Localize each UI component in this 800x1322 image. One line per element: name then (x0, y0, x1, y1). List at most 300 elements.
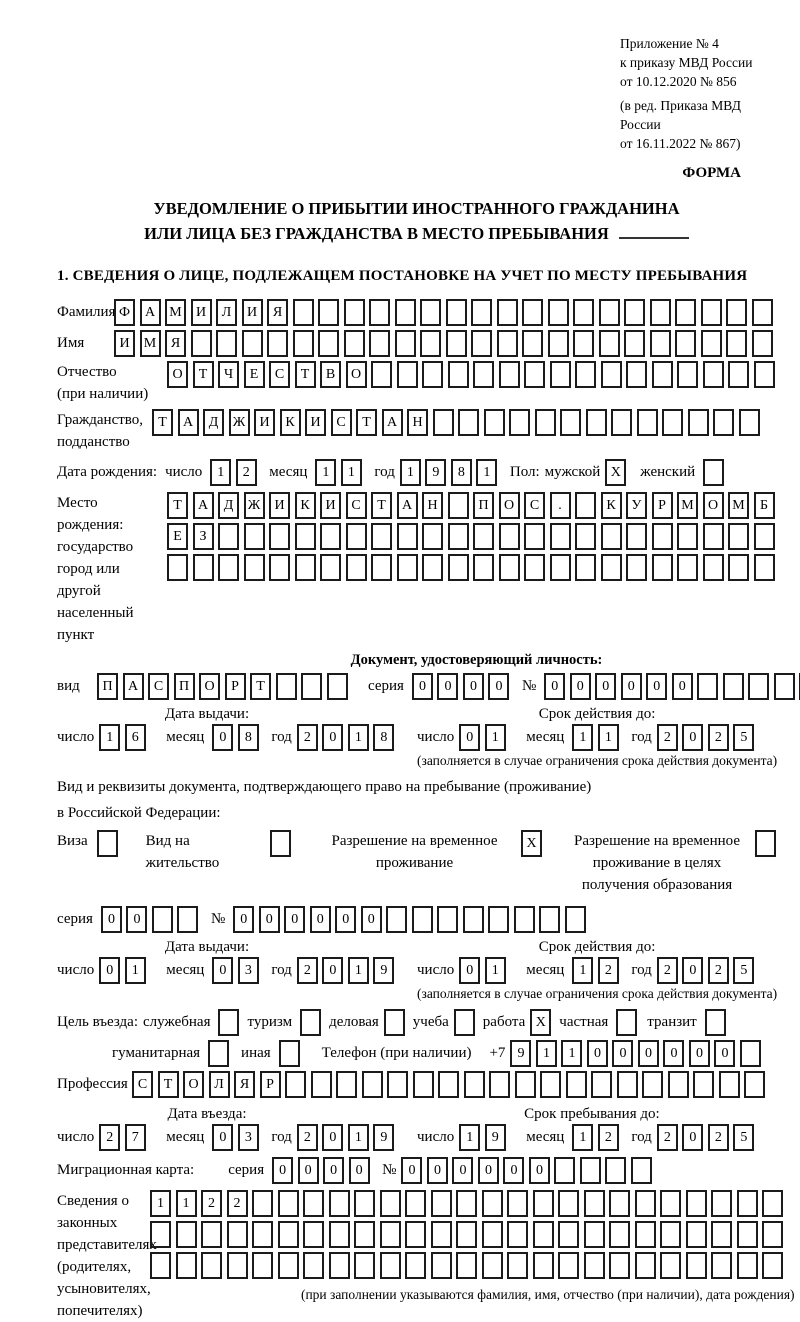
form-cell[interactable] (473, 554, 494, 581)
form-cell[interactable] (723, 673, 744, 700)
form-cell[interactable] (278, 1252, 299, 1279)
form-cell[interactable]: 1 (561, 1040, 582, 1067)
form-cell[interactable]: Ч (218, 361, 239, 388)
form-cell[interactable] (344, 330, 365, 357)
form-cell[interactable]: О (346, 361, 367, 388)
form-cell[interactable]: 0 (544, 673, 565, 700)
form-cell[interactable] (448, 523, 469, 550)
form-cell[interactable]: 3 (238, 957, 259, 984)
form-cell[interactable] (554, 1157, 575, 1184)
form-cell[interactable]: 1 (485, 957, 506, 984)
form-cell[interactable]: О (199, 673, 220, 700)
form-cell[interactable] (754, 554, 775, 581)
form-cell[interactable] (762, 1190, 783, 1217)
form-cell[interactable]: 9 (373, 957, 394, 984)
form-cell[interactable]: Ж (229, 409, 250, 436)
form-cell[interactable] (774, 673, 795, 700)
form-cell[interactable] (697, 673, 718, 700)
form-cell[interactable]: П (97, 673, 118, 700)
form-cell[interactable]: 0 (212, 1124, 233, 1151)
form-cell[interactable] (535, 409, 556, 436)
form-cell[interactable]: 0 (437, 673, 458, 700)
form-cell[interactable]: 2 (708, 724, 729, 751)
form-cell[interactable] (405, 1221, 426, 1248)
rvp-checkbox[interactable]: X (521, 830, 542, 857)
form-cell[interactable]: 9 (510, 1040, 531, 1067)
form-cell[interactable] (748, 673, 769, 700)
form-cell[interactable]: 5 (733, 957, 754, 984)
form-cell[interactable] (752, 299, 773, 326)
form-cell[interactable] (380, 1221, 401, 1248)
form-cell[interactable] (507, 1190, 528, 1217)
form-cell[interactable]: 9 (425, 459, 446, 486)
form-cell[interactable] (575, 554, 596, 581)
form-cell[interactable] (456, 1221, 477, 1248)
form-cell[interactable]: 1 (536, 1040, 557, 1067)
form-cell[interactable]: Т (193, 361, 214, 388)
form-cell[interactable] (688, 409, 709, 436)
form-cell[interactable] (412, 906, 433, 933)
form-cell[interactable] (285, 1071, 306, 1098)
form-cell[interactable]: М (677, 492, 698, 519)
form-cell[interactable]: Р (652, 492, 673, 519)
form-cell[interactable] (609, 1221, 630, 1248)
form-cell[interactable] (762, 1221, 783, 1248)
form-cell[interactable] (573, 299, 594, 326)
form-cell[interactable]: 0 (298, 1157, 319, 1184)
form-cell[interactable]: 2 (236, 459, 257, 486)
form-cell[interactable] (533, 1190, 554, 1217)
form-cell[interactable]: 9 (373, 1124, 394, 1151)
form-cell[interactable] (327, 673, 348, 700)
form-cell[interactable] (227, 1221, 248, 1248)
form-cell[interactable]: С (524, 492, 545, 519)
form-cell[interactable] (227, 1252, 248, 1279)
form-cell[interactable] (601, 523, 622, 550)
form-cell[interactable]: П (174, 673, 195, 700)
form-cell[interactable] (413, 1071, 434, 1098)
form-cell[interactable]: А (178, 409, 199, 436)
form-cell[interactable]: 8 (451, 459, 472, 486)
form-cell[interactable] (150, 1221, 171, 1248)
form-cell[interactable]: 0 (682, 957, 703, 984)
form-cell[interactable]: 0 (612, 1040, 633, 1067)
form-cell[interactable] (609, 1190, 630, 1217)
form-cell[interactable] (329, 1252, 350, 1279)
purpose-humanitarian-checkbox[interactable] (208, 1040, 229, 1067)
form-cell[interactable] (371, 361, 392, 388)
form-cell[interactable] (611, 409, 632, 436)
form-cell[interactable]: 0 (638, 1040, 659, 1067)
form-cell[interactable] (711, 1190, 732, 1217)
form-cell[interactable] (624, 299, 645, 326)
form-cell[interactable] (591, 1071, 612, 1098)
form-cell[interactable] (482, 1252, 503, 1279)
form-cell[interactable] (586, 409, 607, 436)
form-cell[interactable] (252, 1190, 273, 1217)
form-cell[interactable]: Т (250, 673, 271, 700)
form-cell[interactable]: С (148, 673, 169, 700)
form-cell[interactable] (303, 1252, 324, 1279)
form-cell[interactable]: 1 (476, 459, 497, 486)
form-cell[interactable] (652, 361, 673, 388)
form-cell[interactable]: 2 (297, 724, 318, 751)
sex-male-checkbox[interactable]: X (605, 459, 626, 486)
form-cell[interactable] (422, 361, 443, 388)
form-cell[interactable] (397, 554, 418, 581)
form-cell[interactable] (514, 906, 535, 933)
form-cell[interactable]: Л (216, 299, 237, 326)
form-cell[interactable]: 2 (227, 1190, 248, 1217)
form-cell[interactable] (650, 330, 671, 357)
form-cell[interactable] (397, 523, 418, 550)
form-cell[interactable] (422, 523, 443, 550)
form-cell[interactable]: Е (244, 361, 265, 388)
form-cell[interactable] (524, 361, 545, 388)
form-cell[interactable]: 2 (657, 724, 678, 751)
form-cell[interactable]: А (397, 492, 418, 519)
purpose-business-checkbox[interactable] (384, 1009, 405, 1036)
form-cell[interactable] (395, 330, 416, 357)
form-cell[interactable] (675, 330, 696, 357)
form-cell[interactable] (446, 330, 467, 357)
form-cell[interactable]: 2 (708, 1124, 729, 1151)
form-cell[interactable] (371, 554, 392, 581)
form-cell[interactable]: . (550, 492, 571, 519)
form-cell[interactable]: 0 (322, 1124, 343, 1151)
form-cell[interactable] (524, 523, 545, 550)
form-cell[interactable]: 0 (427, 1157, 448, 1184)
form-cell[interactable]: 0 (621, 673, 642, 700)
form-cell[interactable] (464, 1071, 485, 1098)
form-cell[interactable] (437, 906, 458, 933)
form-cell[interactable]: Ж (244, 492, 265, 519)
form-cell[interactable]: 0 (361, 906, 382, 933)
form-cell[interactable] (737, 1221, 758, 1248)
form-cell[interactable]: 5 (733, 724, 754, 751)
form-cell[interactable] (599, 299, 620, 326)
form-cell[interactable] (507, 1252, 528, 1279)
form-cell[interactable]: 2 (99, 1124, 120, 1151)
form-cell[interactable]: 1 (150, 1190, 171, 1217)
form-cell[interactable]: 1 (572, 957, 593, 984)
form-cell[interactable] (762, 1252, 783, 1279)
form-cell[interactable]: 0 (310, 906, 331, 933)
form-cell[interactable] (713, 409, 734, 436)
form-cell[interactable]: 0 (682, 1124, 703, 1151)
form-cell[interactable] (191, 330, 212, 357)
form-cell[interactable] (703, 523, 724, 550)
form-cell[interactable]: 3 (238, 1124, 259, 1151)
form-cell[interactable] (560, 409, 581, 436)
form-cell[interactable] (652, 523, 673, 550)
form-cell[interactable]: 1 (598, 724, 619, 751)
form-cell[interactable]: 1 (459, 1124, 480, 1151)
form-cell[interactable] (660, 1252, 681, 1279)
form-cell[interactable] (548, 330, 569, 357)
form-cell[interactable] (354, 1252, 375, 1279)
form-cell[interactable]: 1 (348, 1124, 369, 1151)
form-cell[interactable] (346, 554, 367, 581)
form-cell[interactable] (507, 1221, 528, 1248)
form-cell[interactable]: 0 (682, 724, 703, 751)
form-cell[interactable]: 2 (598, 957, 619, 984)
form-cell[interactable] (744, 1071, 765, 1098)
form-cell[interactable]: Р (260, 1071, 281, 1098)
form-cell[interactable] (354, 1190, 375, 1217)
form-cell[interactable] (489, 1071, 510, 1098)
form-cell[interactable]: 0 (233, 906, 254, 933)
sex-female-checkbox[interactable] (703, 459, 724, 486)
form-cell[interactable] (752, 330, 773, 357)
form-cell[interactable] (617, 1071, 638, 1098)
form-cell[interactable]: О (499, 492, 520, 519)
form-cell[interactable] (303, 1221, 324, 1248)
form-cell[interactable]: 2 (657, 957, 678, 984)
form-cell[interactable]: Я (165, 330, 186, 357)
form-cell[interactable] (533, 1252, 554, 1279)
form-cell[interactable]: М (140, 330, 161, 357)
form-cell[interactable] (242, 330, 263, 357)
form-cell[interactable]: 0 (323, 1157, 344, 1184)
form-cell[interactable]: 0 (663, 1040, 684, 1067)
form-cell[interactable] (471, 299, 492, 326)
form-cell[interactable] (686, 1190, 707, 1217)
form-cell[interactable] (522, 299, 543, 326)
form-cell[interactable] (448, 361, 469, 388)
form-cell[interactable] (566, 1071, 587, 1098)
form-cell[interactable] (584, 1252, 605, 1279)
form-cell[interactable]: К (601, 492, 622, 519)
form-cell[interactable]: 1 (341, 459, 362, 486)
form-cell[interactable] (471, 330, 492, 357)
form-cell[interactable] (662, 409, 683, 436)
form-cell[interactable] (176, 1221, 197, 1248)
form-cell[interactable]: 0 (672, 673, 693, 700)
form-cell[interactable] (244, 523, 265, 550)
form-cell[interactable] (624, 330, 645, 357)
form-cell[interactable] (524, 554, 545, 581)
form-cell[interactable] (575, 523, 596, 550)
form-cell[interactable] (152, 906, 173, 933)
form-cell[interactable]: 0 (478, 1157, 499, 1184)
form-cell[interactable]: 0 (349, 1157, 370, 1184)
form-cell[interactable] (320, 523, 341, 550)
form-cell[interactable] (420, 299, 441, 326)
form-cell[interactable] (371, 523, 392, 550)
form-cell[interactable]: Т (295, 361, 316, 388)
form-cell[interactable] (580, 1157, 601, 1184)
form-cell[interactable]: 0 (452, 1157, 473, 1184)
form-cell[interactable] (703, 361, 724, 388)
form-cell[interactable] (276, 673, 297, 700)
form-cell[interactable] (711, 1252, 732, 1279)
form-cell[interactable] (362, 1071, 383, 1098)
form-cell[interactable] (677, 361, 698, 388)
form-cell[interactable]: М (728, 492, 749, 519)
form-cell[interactable] (463, 906, 484, 933)
form-cell[interactable]: 1 (176, 1190, 197, 1217)
form-cell[interactable]: 0 (689, 1040, 710, 1067)
form-cell[interactable] (635, 1190, 656, 1217)
form-cell[interactable] (539, 906, 560, 933)
form-cell[interactable]: 6 (125, 724, 146, 751)
form-cell[interactable]: О (167, 361, 188, 388)
form-cell[interactable] (329, 1190, 350, 1217)
form-cell[interactable]: 1 (572, 724, 593, 751)
form-cell[interactable]: К (295, 492, 316, 519)
form-cell[interactable] (635, 1252, 656, 1279)
form-cell[interactable]: 0 (646, 673, 667, 700)
form-cell[interactable]: 5 (733, 1124, 754, 1151)
form-cell[interactable]: 0 (488, 673, 509, 700)
form-cell[interactable]: 0 (401, 1157, 422, 1184)
form-cell[interactable] (605, 1157, 626, 1184)
form-cell[interactable]: 1 (315, 459, 336, 486)
form-cell[interactable]: 0 (412, 673, 433, 700)
form-cell[interactable]: 2 (657, 1124, 678, 1151)
form-cell[interactable] (336, 1071, 357, 1098)
form-cell[interactable] (303, 1190, 324, 1217)
form-cell[interactable]: 1 (99, 724, 120, 751)
form-cell[interactable] (380, 1252, 401, 1279)
form-cell[interactable] (737, 1190, 758, 1217)
form-cell[interactable]: К (280, 409, 301, 436)
form-cell[interactable] (216, 330, 237, 357)
form-cell[interactable]: Н (407, 409, 428, 436)
form-cell[interactable] (558, 1252, 579, 1279)
form-cell[interactable]: Т (167, 492, 188, 519)
form-cell[interactable]: 0 (335, 906, 356, 933)
form-cell[interactable]: 0 (587, 1040, 608, 1067)
form-cell[interactable]: 7 (125, 1124, 146, 1151)
form-cell[interactable]: 2 (201, 1190, 222, 1217)
form-cell[interactable]: 9 (485, 1124, 506, 1151)
form-cell[interactable]: И (114, 330, 135, 357)
form-cell[interactable] (584, 1221, 605, 1248)
rvp-education-checkbox[interactable] (755, 830, 776, 857)
form-cell[interactable] (456, 1252, 477, 1279)
form-cell[interactable]: З (193, 523, 214, 550)
form-cell[interactable]: С (269, 361, 290, 388)
form-cell[interactable] (550, 361, 571, 388)
form-cell[interactable] (150, 1252, 171, 1279)
form-cell[interactable]: 0 (322, 724, 343, 751)
form-cell[interactable] (652, 554, 673, 581)
purpose-transit-checkbox[interactable] (705, 1009, 726, 1036)
form-cell[interactable] (754, 523, 775, 550)
form-cell[interactable] (599, 330, 620, 357)
form-cell[interactable] (252, 1252, 273, 1279)
form-cell[interactable] (320, 554, 341, 581)
visa-checkbox[interactable] (97, 830, 118, 857)
form-cell[interactable] (405, 1190, 426, 1217)
form-cell[interactable] (584, 1190, 605, 1217)
form-cell[interactable] (405, 1252, 426, 1279)
form-cell[interactable]: Т (371, 492, 392, 519)
form-cell[interactable]: 1 (210, 459, 231, 486)
form-cell[interactable] (660, 1190, 681, 1217)
form-cell[interactable] (369, 299, 390, 326)
form-cell[interactable] (354, 1221, 375, 1248)
form-cell[interactable] (422, 554, 443, 581)
form-cell[interactable]: П (473, 492, 494, 519)
form-cell[interactable] (431, 1221, 452, 1248)
form-cell[interactable] (631, 1157, 652, 1184)
form-cell[interactable] (380, 1190, 401, 1217)
form-cell[interactable] (677, 523, 698, 550)
form-cell[interactable] (201, 1221, 222, 1248)
form-cell[interactable] (728, 554, 749, 581)
form-cell[interactable]: Т (152, 409, 173, 436)
form-cell[interactable]: 0 (459, 957, 480, 984)
form-cell[interactable] (301, 673, 322, 700)
form-cell[interactable] (218, 554, 239, 581)
form-cell[interactable] (675, 299, 696, 326)
form-cell[interactable]: Б (754, 492, 775, 519)
form-cell[interactable]: Т (356, 409, 377, 436)
form-cell[interactable] (693, 1071, 714, 1098)
form-cell[interactable] (395, 299, 416, 326)
form-cell[interactable] (177, 906, 198, 933)
form-cell[interactable]: 0 (463, 673, 484, 700)
form-cell[interactable] (252, 1221, 273, 1248)
form-cell[interactable]: 1 (400, 459, 421, 486)
form-cell[interactable]: С (346, 492, 367, 519)
form-cell[interactable] (728, 361, 749, 388)
form-cell[interactable]: 1 (572, 1124, 593, 1151)
form-cell[interactable] (737, 1252, 758, 1279)
form-cell[interactable] (456, 1190, 477, 1217)
form-cell[interactable] (488, 906, 509, 933)
form-cell[interactable] (635, 1221, 656, 1248)
form-cell[interactable] (295, 554, 316, 581)
form-cell[interactable]: 1 (485, 724, 506, 751)
form-cell[interactable] (218, 523, 239, 550)
form-cell[interactable] (438, 1071, 459, 1098)
form-cell[interactable]: 0 (101, 906, 122, 933)
form-cell[interactable] (397, 361, 418, 388)
form-cell[interactable]: Д (203, 409, 224, 436)
form-cell[interactable]: 8 (373, 724, 394, 751)
residence-permit-checkbox[interactable] (270, 830, 291, 857)
form-cell[interactable]: И (242, 299, 263, 326)
form-cell[interactable]: О (183, 1071, 204, 1098)
form-cell[interactable] (565, 906, 586, 933)
form-cell[interactable] (728, 523, 749, 550)
form-cell[interactable]: 8 (238, 724, 259, 751)
form-cell[interactable] (431, 1252, 452, 1279)
purpose-study-checkbox[interactable] (454, 1009, 475, 1036)
form-cell[interactable] (626, 554, 647, 581)
form-cell[interactable] (295, 523, 316, 550)
form-cell[interactable]: И (305, 409, 326, 436)
form-cell[interactable]: 0 (284, 906, 305, 933)
form-cell[interactable]: А (123, 673, 144, 700)
form-cell[interactable]: А (193, 492, 214, 519)
form-cell[interactable]: Л (209, 1071, 230, 1098)
form-cell[interactable]: 0 (212, 957, 233, 984)
form-cell[interactable] (548, 299, 569, 326)
form-cell[interactable]: И (320, 492, 341, 519)
form-cell[interactable] (387, 1071, 408, 1098)
form-cell[interactable]: В (320, 361, 341, 388)
form-cell[interactable] (484, 409, 505, 436)
form-cell[interactable] (473, 523, 494, 550)
form-cell[interactable] (386, 906, 407, 933)
form-cell[interactable] (719, 1071, 740, 1098)
form-cell[interactable] (575, 361, 596, 388)
